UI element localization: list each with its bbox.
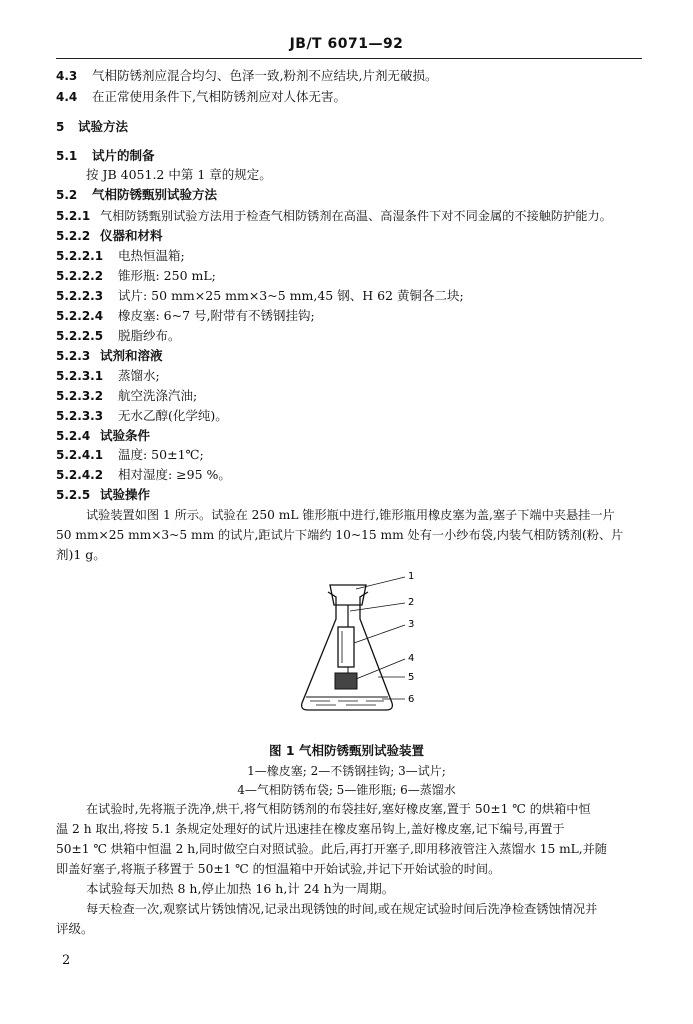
clause-5-2-4-title: 5.2.4 试验条件 bbox=[56, 428, 151, 443]
figure-legend-1: 1—橡皮塞; 2—不锈钢挂钩; 3—试片; bbox=[247, 764, 446, 778]
para4-line2: 评级。 bbox=[56, 921, 94, 936]
para3: 本试验每天加热 8 h,停止加热 16 h,计 24 h为一周期。 bbox=[86, 881, 395, 896]
test-apparatus-figure bbox=[290, 565, 430, 735]
page-header: JB/T 6071—92 bbox=[289, 36, 404, 52]
test-plate bbox=[338, 627, 354, 667]
clause-5-2-2-4: 5.2.2.4 橡皮塞: 6~7 号,附带有不锈钢挂钩; bbox=[56, 308, 315, 323]
para1-line2: 50 mm×25 mm×3~5 mm 的试片,距试片下端约 10~15 mm 处有一小纱布袋,内装气相防锈剂(粉、片 bbox=[56, 528, 624, 542]
clause-5-2-5-title: 5.2.5 试验操作 bbox=[56, 487, 151, 502]
para1-line3: 剂)1 g。 bbox=[56, 547, 106, 562]
clause-5-2-2-5: 5.2.2.5 脱脂纱布。 bbox=[56, 328, 181, 343]
figure-legend-2: 4—气相防锈布袋; 5—锥形瓶; 6—蒸馏水 bbox=[237, 783, 456, 797]
clause-5-2-4-2: 5.2.4.2 相对湿度: ≥95 %。 bbox=[56, 467, 231, 482]
clause-5-2-1: 5.2.1 气相防锈甄别试验方法用于检查气相防锈剂在高温、高湿条件下对不同金属的不接触防护能力。 bbox=[56, 209, 612, 223]
para4-line1: 每天检查一次,观察试片锈蚀情况,记录出现锈蚀的时间,或在规定试验时间后洗净检查锈蚀情况并 bbox=[86, 902, 598, 916]
clause-5-2-2-title: 5.2.2 仪器和材料 bbox=[56, 228, 163, 243]
clause-5-2-3-3: 5.2.3.3 无水乙醇(化学纯)。 bbox=[56, 408, 228, 423]
gauze-bag bbox=[335, 673, 357, 689]
para2-line2: 温 2 h 取出,将按 5.1 条规定处理好的试片迅速挂在橡皮塞吊钩上,盖好橡皮塞,记下编号,再置于 bbox=[56, 822, 565, 836]
fig-label-4: 4 bbox=[408, 653, 415, 664]
clause-5-2-2-1: 5.2.2.1 电热恒温箱; bbox=[56, 248, 185, 263]
page-number: 2 bbox=[62, 953, 71, 968]
para2-line1: 在试验时,先将瓶子洗净,烘干,将气相防锈剂的布袋挂好,塞好橡皮塞,置于 50±1 ℃ 的烘箱中恒 bbox=[86, 802, 591, 816]
figure-caption: 图 1 气相防锈甄别试验装置 bbox=[269, 743, 424, 758]
clause-5-1-text: 按 JB 4051.2 中第 1 章的规定。 bbox=[86, 167, 272, 182]
para1-line1: 试验装置如图 1 所示。试验在 250 mL 锥形瓶中进行,锥形瓶用橡皮塞为盖,塞子下端中夹悬挂一片 bbox=[86, 508, 615, 522]
clause-4-3: 4.3 气相防锈剂应混合均匀、色泽一致,粉剂不应结块,片剂无破损。 bbox=[56, 68, 438, 83]
clause-5-2-3-1: 5.2.3.1 蒸馏水; bbox=[56, 368, 160, 383]
section-5-title: 5 试验方法 bbox=[56, 119, 129, 134]
header-rule bbox=[56, 58, 642, 59]
distilled-water bbox=[306, 697, 388, 705]
fig-label-6: 6 bbox=[408, 694, 415, 705]
clause-5-2-2-3: 5.2.2.3 试片: 50 mm×25 mm×3~5 mm,45 钢、H 62 黄铜各二块; bbox=[56, 288, 464, 303]
fig-label-2: 2 bbox=[408, 597, 415, 608]
clause-5-2-3-2: 5.2.3.2 航空洗涤汽油; bbox=[56, 388, 198, 403]
clause-5-2-3-title: 5.2.3 试剂和溶液 bbox=[56, 348, 163, 363]
clause-5-2-title: 5.2 气相防锈甄别试验方法 bbox=[56, 187, 218, 202]
clause-4-4: 4.4 在正常使用条件下,气相防锈剂应对人体无害。 bbox=[56, 89, 346, 104]
fig-label-1: 1 bbox=[408, 571, 415, 582]
fig-label-3: 3 bbox=[408, 619, 415, 630]
fig-label-5: 5 bbox=[408, 672, 415, 683]
clause-5-2-4-1: 5.2.4.1 温度: 50±1℃; bbox=[56, 447, 204, 462]
para2-line4: 即盖好塞子,将瓶子移置于 50±1 ℃ 的恒温箱中开始试验,并记下开始试验的时间。 bbox=[56, 862, 501, 876]
clause-5-2-2-2: 5.2.2.2 锥形瓶: 250 mL; bbox=[56, 268, 216, 283]
para2-line3: 50±1 ℃ 烘箱中恒温 2 h,同时做空白对照试验。此后,再打开塞子,即用移液管注入蒸馏水 15 mL,并随 bbox=[56, 842, 607, 856]
clause-5-1-title: 5.1 试片的制备 bbox=[56, 148, 155, 163]
